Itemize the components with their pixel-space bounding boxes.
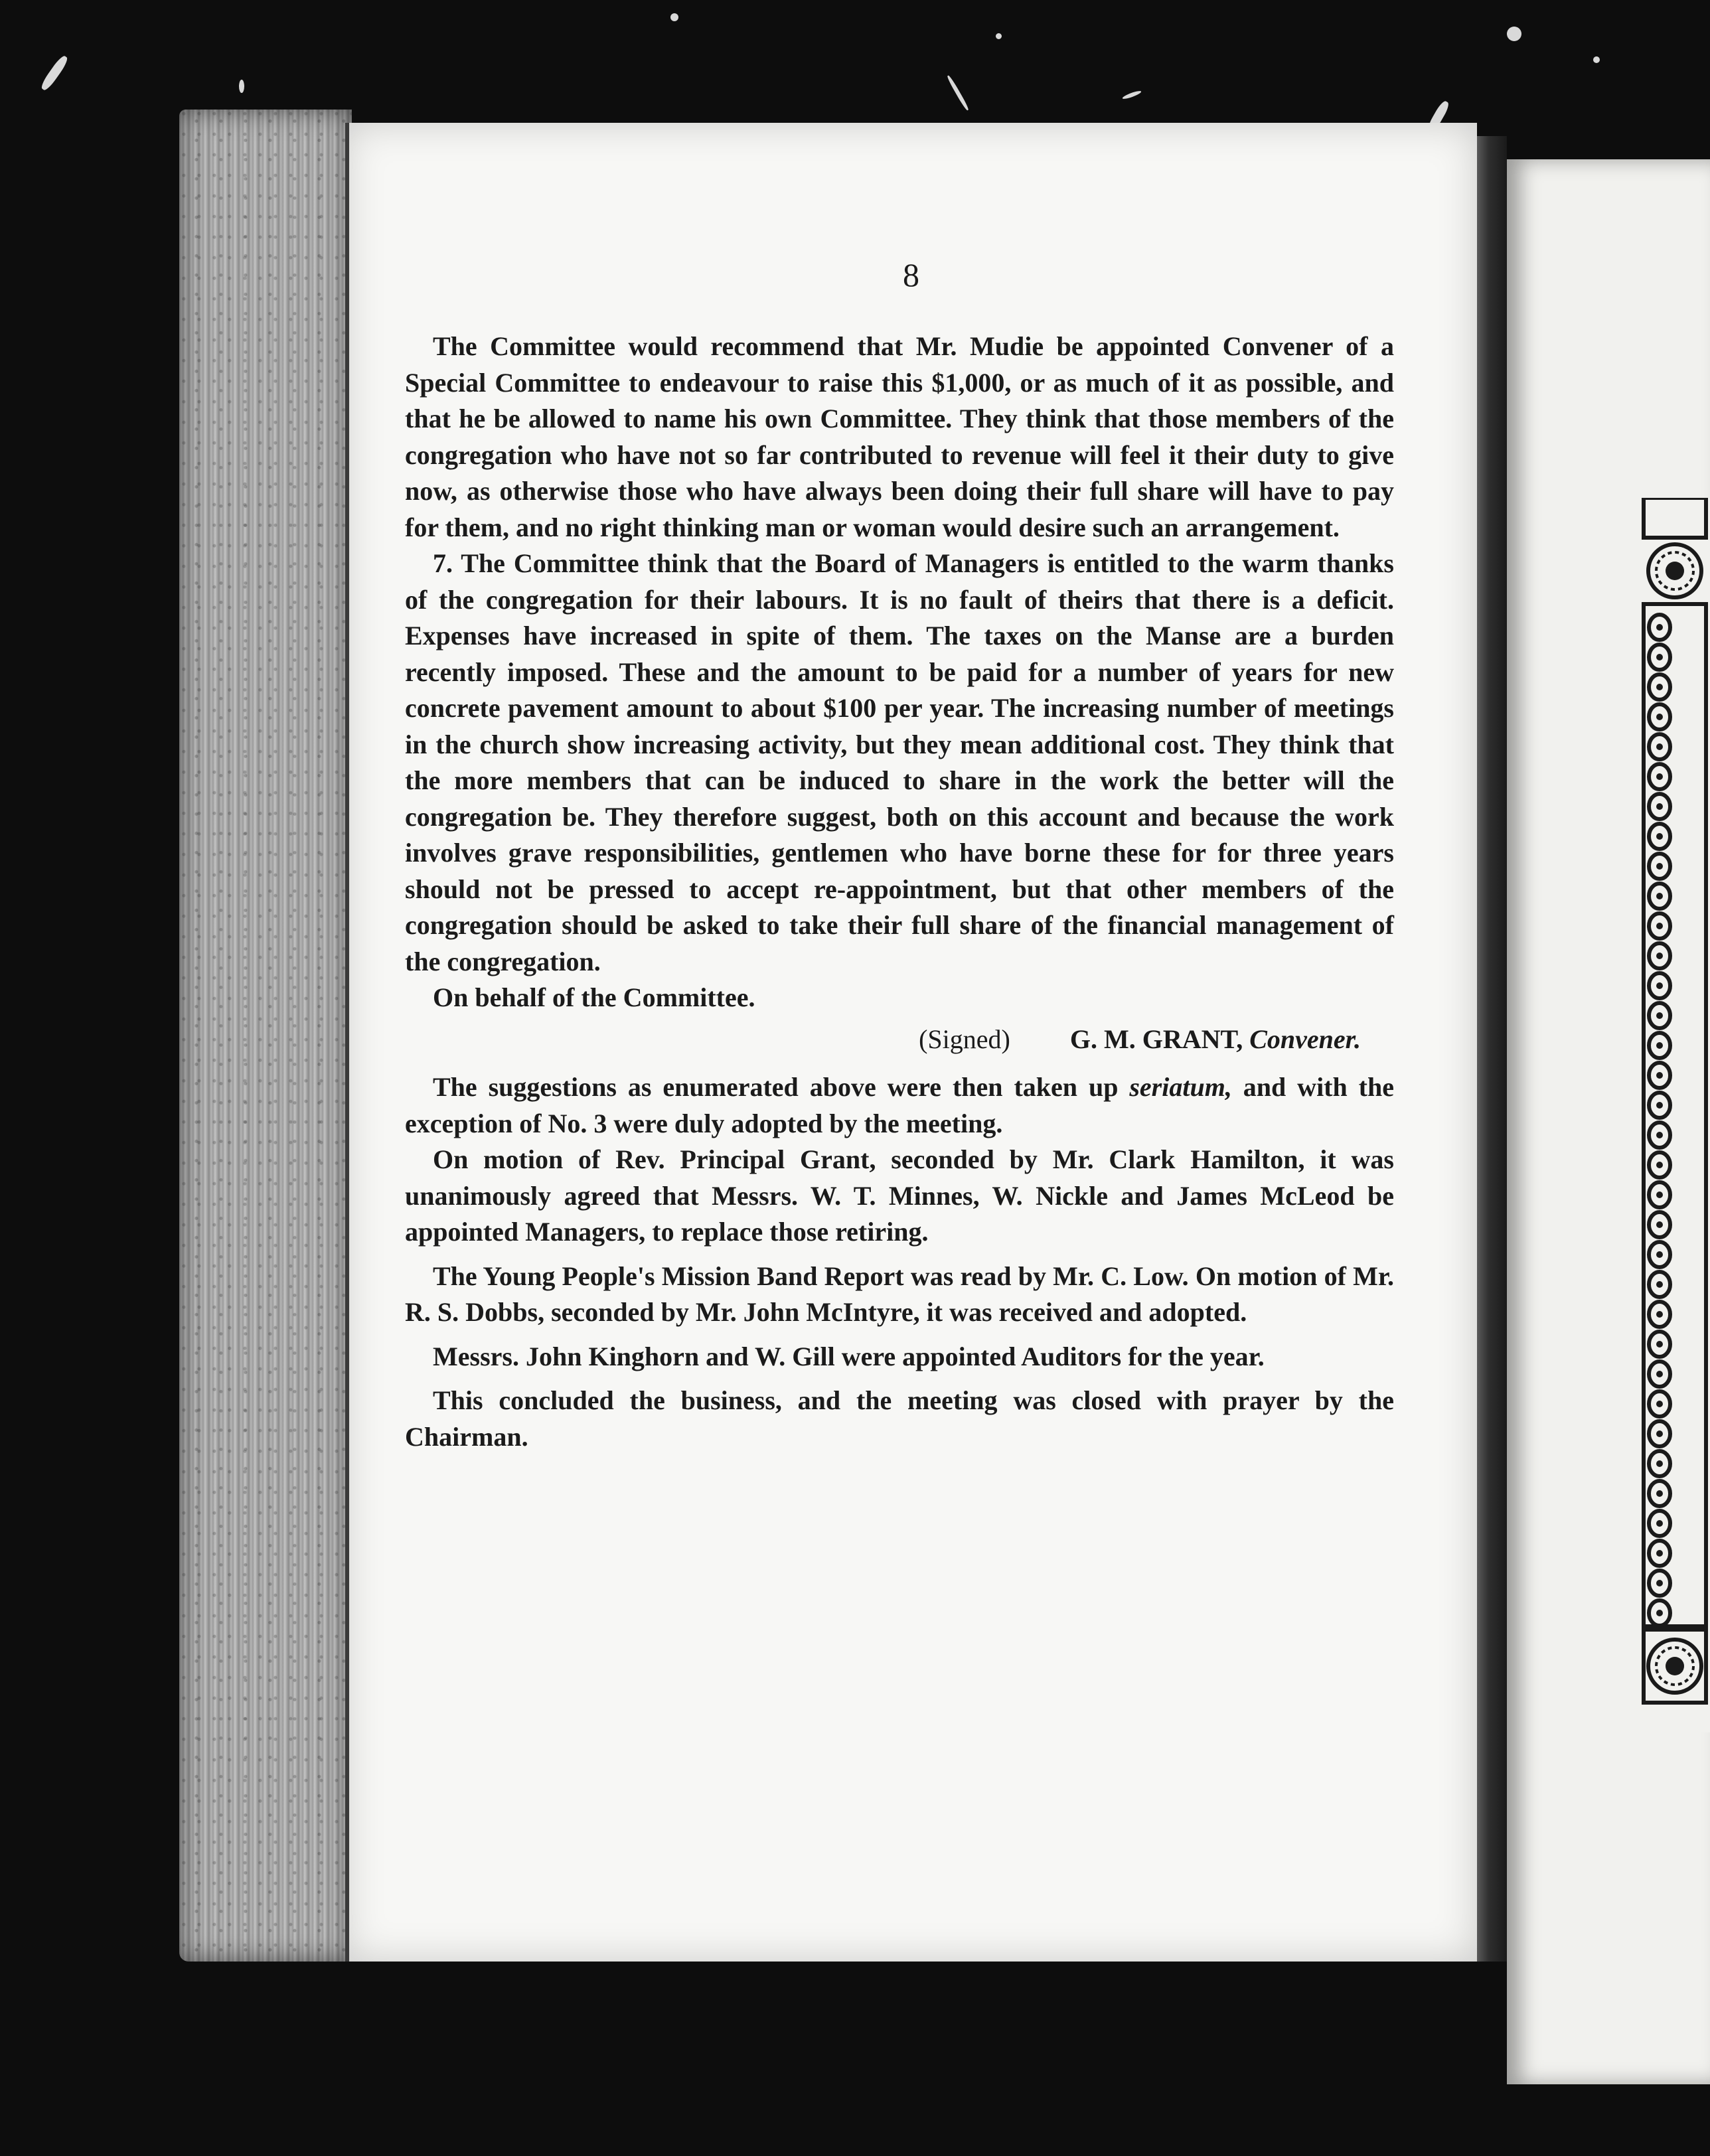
chain-ring-center	[1656, 1221, 1663, 1228]
chain-ring-center	[1656, 982, 1663, 989]
chain-ring-center	[1656, 1311, 1663, 1318]
chain-ring-center	[1656, 1550, 1663, 1557]
chain-ring-center	[1656, 654, 1663, 660]
dust-speck	[670, 13, 678, 21]
chain-ring-center	[1656, 953, 1663, 959]
signer-name: G. M. GRANT,	[1069, 1024, 1243, 1054]
chain-ring-center	[1656, 893, 1663, 899]
chain-ring-center	[1656, 1520, 1663, 1527]
signature-name	[1070, 1022, 1361, 1058]
suggestions-text-end: and with the exception of No. 3 were duly adopted by the meeting.	[405, 1072, 1394, 1138]
paragraph-auditors: Messrs. John Kinghorn and W. Gill were appointed Auditors for the year.	[433, 1341, 1265, 1371]
book-gutter	[1477, 136, 1507, 1962]
chain-ring-center	[1656, 684, 1663, 690]
chain-ring-center	[1656, 1490, 1663, 1497]
chain-ring-center	[1656, 773, 1663, 780]
dust-speck	[1507, 27, 1521, 41]
chain-ring-center	[1656, 863, 1663, 870]
chain-ring-center	[1656, 1072, 1663, 1079]
paragraph-suggestions-adopted	[405, 1069, 1394, 1142]
chain-ring-center	[1656, 1251, 1663, 1258]
dust-speck	[39, 54, 70, 92]
chain-ring-center	[1656, 1281, 1663, 1288]
page-number: 8	[903, 256, 919, 293]
chain-ring-center	[1656, 714, 1663, 720]
paragraph-managers-appointed: On motion of Rev. Principal Grant, seconded by Mr. Clark Hamilton, it was unanimously agreed that Messrs. W. T. Minnes, W. Nickle and James McLeod be appointed Managers, to replace those retiring.	[405, 1144, 1394, 1247]
chain-ring-center	[1656, 1430, 1663, 1437]
dust-speck	[1122, 90, 1142, 100]
signature-line	[405, 1022, 1361, 1058]
chain-ring-center	[1656, 1341, 1663, 1348]
dust-speck	[946, 75, 969, 112]
suggestions-text-start: The suggestions as enumerated above were then taken up	[433, 1072, 1130, 1102]
dust-speck	[996, 33, 1002, 39]
chain-ring-center	[1656, 1132, 1663, 1138]
chain-ring-center	[1656, 1042, 1663, 1049]
paragraph-item-7: 7. The Committee think that the Board of Managers is entitled to the warm thanks of the congregation for their labours. It is no fault of theirs that there is a deficit. Expenses have increased in spite of them. The taxes on the Manse are a burden recently imposed. These and the amount to be paid for a number of years for new concrete pavement amount to about $100 per year. The increasing number of meetings in the church show increasing activity, but they mean additional cost. They think that the more members that can be induced to share in the work the better will the congregation be. They therefore suggest, both on this account and because the work involves grave responsibilities, gentlemen who have borne these for for three years should not be pressed to accept re-appointment, but that other members of the congregation should be asked to take their full share of the financial management of the congregation.	[405, 548, 1394, 976]
paragraph-mission-band-report: The Young People's Mission Band Report was read by Mr. C. Low. On motion of Mr. R. S. Dobbs, seconded by Mr. John McIntyre, it was received and adopted.	[405, 1261, 1394, 1327]
chain-ring-center	[1656, 624, 1663, 631]
ornamental-border	[1640, 498, 1710, 1733]
paragraph-on-behalf: On behalf of the Committee.	[433, 982, 755, 1012]
book-page	[345, 123, 1477, 1962]
dust-speck	[1593, 56, 1600, 63]
paragraph-committee-recommendation: The Committee would recommend that Mr. Mudie be appointed Convener of a Special Committee to endeavour to raise this $1,000, or as much of it as possible, and that he be allowed to name his own Committee. They think that those members of the congregation who have not so far contributed to revenue will feel it their duty to give now, as otherwise those who have always been doing their full share will have to pay for them, and no right thinking man or woman would desire such an arrangement.	[405, 331, 1394, 542]
chain-ring-center	[1656, 1192, 1663, 1198]
dust-speck	[239, 80, 244, 93]
chain-ring-center	[1656, 743, 1663, 750]
chain-ring-center	[1656, 1460, 1663, 1467]
chain-ring-center	[1656, 1401, 1663, 1407]
chain-ring-center	[1656, 1580, 1663, 1586]
signer-title: Convener.	[1249, 1024, 1361, 1054]
chain-ring-center	[1656, 803, 1663, 810]
chain-ring-center	[1656, 923, 1663, 929]
page-body-text	[405, 329, 1394, 1455]
signed-label: (Signed)	[919, 1024, 1010, 1054]
paragraph-closing: This concluded the business, and the meeting was closed with prayer by the Chairman.	[405, 1385, 1394, 1452]
seriatum-word: seriatum,	[1129, 1072, 1232, 1102]
book-page-edges	[179, 110, 352, 1962]
chain-ring-center	[1656, 833, 1663, 840]
chain-ring-center	[1656, 1102, 1663, 1109]
chain-ring-center	[1656, 1162, 1663, 1168]
chain-ring-center	[1656, 1012, 1663, 1019]
chain-ring-center	[1656, 1371, 1663, 1377]
chain-ring-center	[1656, 1610, 1663, 1616]
